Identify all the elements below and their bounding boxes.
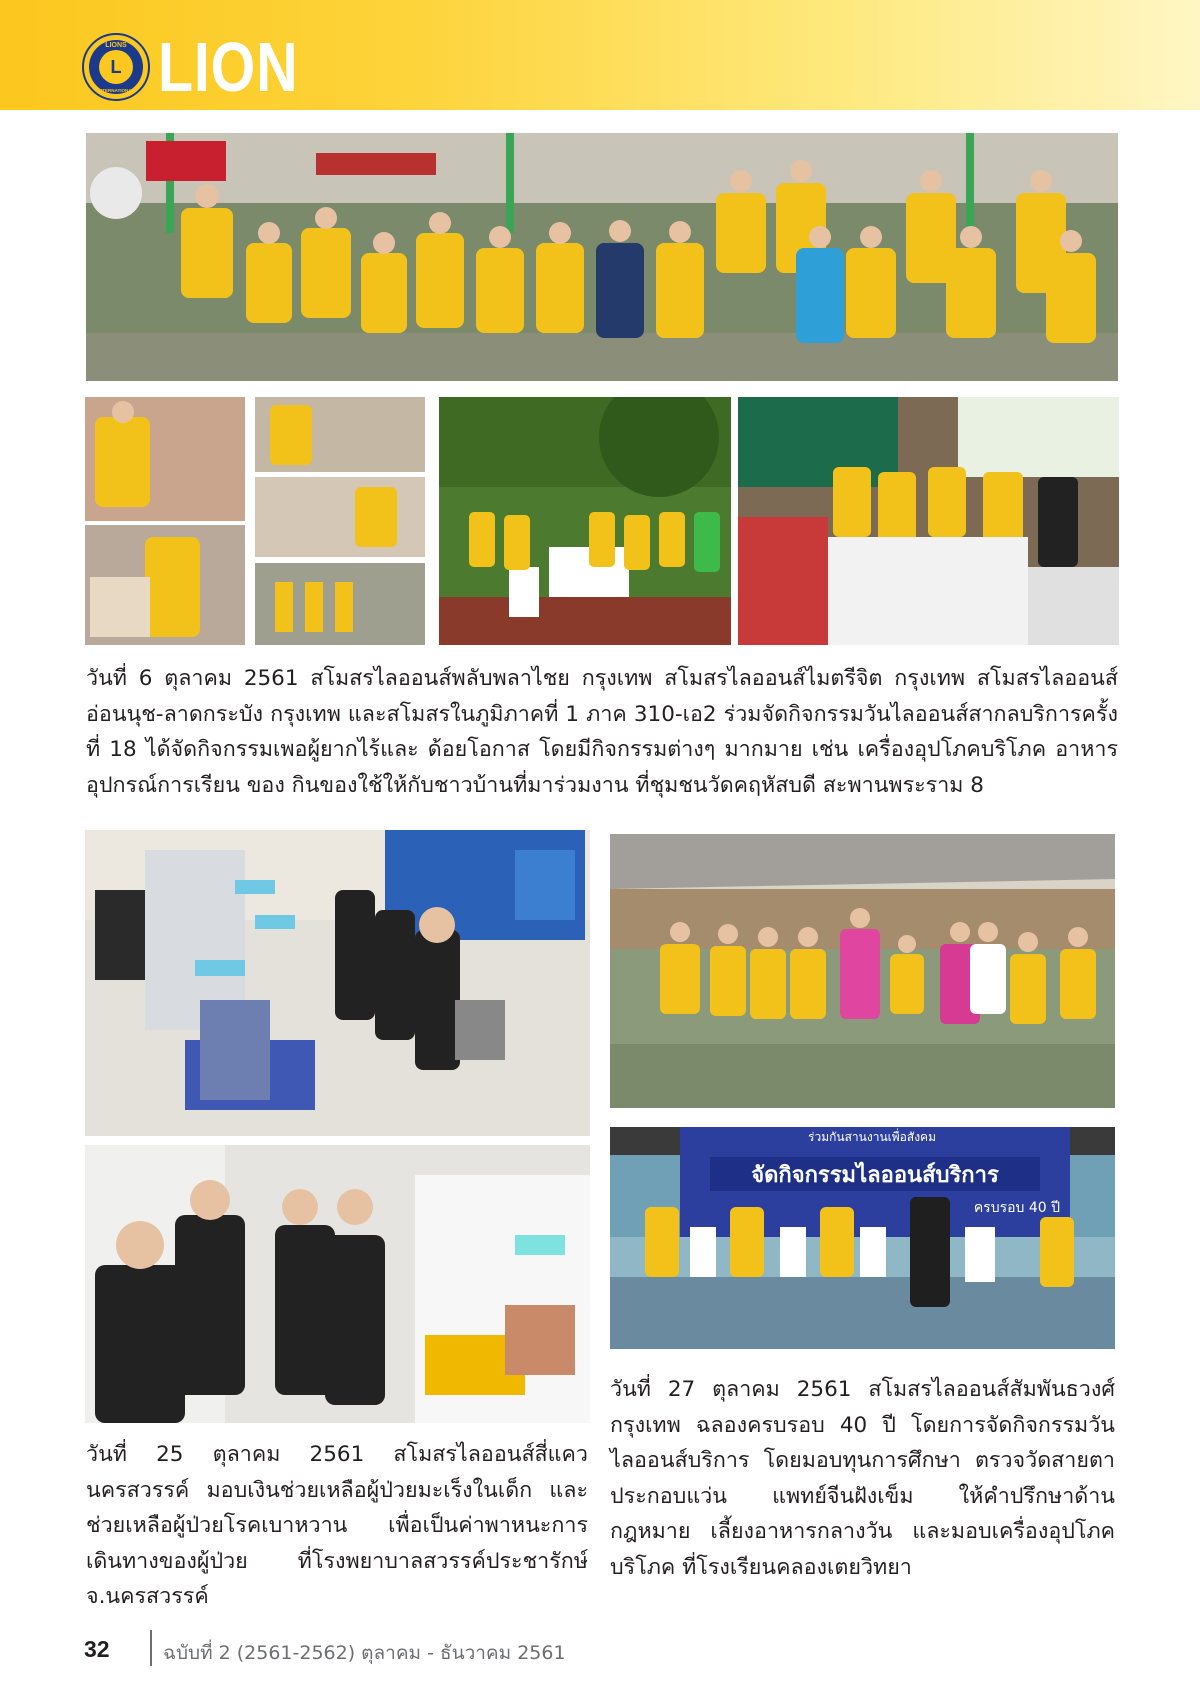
hospital-visit-collage: [85, 397, 425, 645]
hospital-waiting-room-photo: [85, 830, 590, 1136]
lions-logo-icon: [82, 33, 150, 101]
page-number: 32: [84, 1636, 110, 1662]
banner-top-text: ร่วมกันสานงานเพื่อสังคม: [808, 1130, 936, 1144]
main-group-photo: [86, 133, 1118, 381]
footer-divider: [150, 1630, 152, 1666]
banner-main-text: จัดกิจกรรมไลออนส์บริการ: [751, 1163, 999, 1188]
scholarship-ceremony-photo: [610, 1127, 1115, 1349]
caption-event-1: วันที่ 6 ตุลาคม 2561 สโมสรไลออนส์พลับพลาไชย กรุงเทพ สโมสรไลออนส์ไมตรีจิต กรุงเทพ สโมสรไลออนส์อ่อนนุช-ลาดกระบัง กรุงเทพ และสโมสรในภูมิภาคที่ 1 ภาค 310-เอ2 ร่วมจัดกิจกรรมวันไลออนส์สากลบริการครั้งที่ 18 ได้จัดกิจกรรมเพอผู้ยากไร้และ ด้อยโอกาส โดยมีกิจกรรมต่างๆ มากมาย เช่น เครื่องอุปโภคบริโภค อาหาร อุปกรณ์การเรียน ของ กินของใช้ให้กับชาวบ้านที่มาร่วมงาน ที่ชุมชนวัดคฤหัสบดี สะพานพระราม 8: [86, 666, 1118, 798]
issue-info: ฉบับที่ 2 (2561-2562) ตุลาคม - ธันวาคม 2561: [163, 1642, 566, 1664]
hospital-bedside-photo: [85, 1145, 590, 1423]
school-group-photo: [610, 834, 1115, 1108]
magazine-brand-title: LION: [158, 28, 299, 106]
header-band: [0, 0, 1200, 110]
svg-text:LIONS: LIONS: [105, 42, 127, 49]
svg-text:INTERNATIONAL: INTERNATIONAL: [97, 88, 135, 93]
svg-text:L: L: [110, 57, 122, 77]
caption-event-2: วันที่ 25 ตุลาคม 2561 สโมสรไลออนส์สี่แคว นครสวรรค์ มอบเงินช่วยเหลือผู้ป่วยมะเร็งในเด็ก และช่วยเหลือผู้ป่วยโรคเบาหวาน เพื่อเป็นค่าพาหนะการเดินทางของผู้ป่วย ที่โรงพยาบาลสวรรค์ประชารักษ์ จ.นครสวรรค์: [86, 1442, 588, 1609]
caption-event-3: วันที่ 27 ตุลาคม 2561 สโมสรไลออนส์สัมพันธวงศ์ กรุงเทพ ฉลองครบรอบ 40 ปี โดยการจัดกิจกรรมวันไลออนส์บริการ โดยมอบทุนการศึกษา ตรวจวัดสายตา ประกอบแว่น แพทย์จีนฝังเข็ม ให้คำปรึกษาด้าน กฎหมาย เลี้ยงอาหารกลางวัน และมอบเครื่องอุปโภค บริโภค ที่โรงเรียนคลองเตยวิทยา: [610, 1377, 1115, 1580]
park-group-photo: [439, 397, 731, 645]
banner-sub-text: ครบรอบ 40 ปี: [973, 1200, 1060, 1216]
donated-supplies-photo: [738, 397, 1119, 645]
